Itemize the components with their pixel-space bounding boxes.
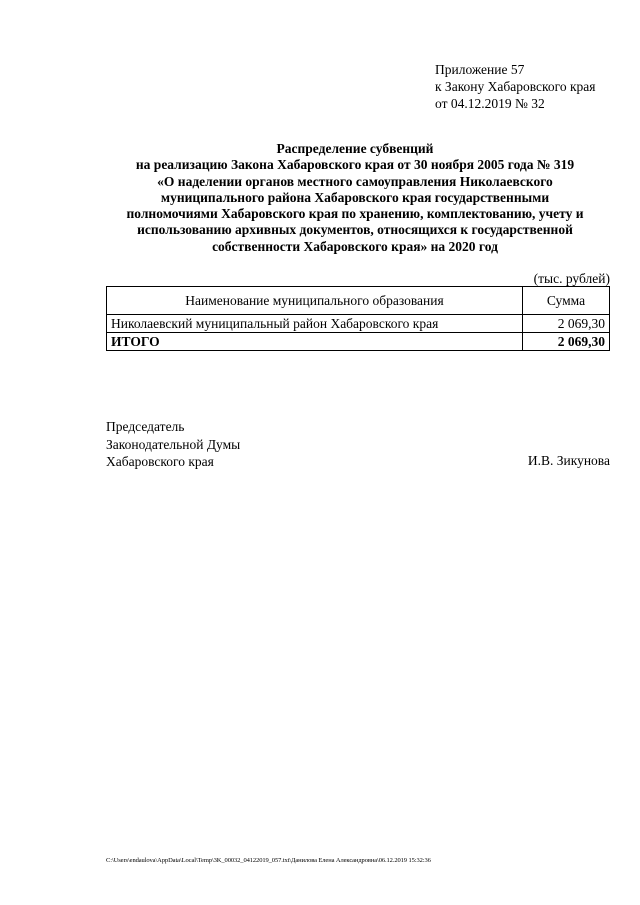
subsidy-table — [106, 286, 610, 351]
title-line: собственности Хабаровского края» на 2020 год — [212, 238, 498, 254]
table-row — [107, 315, 610, 333]
table-total-row — [107, 333, 610, 351]
units-label: (тыс. рублей) — [533, 271, 610, 286]
signature-body: Законодательной Думы — [106, 436, 241, 452]
header-municipality: Наименование муниципального образования — [107, 287, 523, 315]
row-sum: 2 069,30 — [523, 315, 610, 333]
title-line: муниципального района Хабаровского края государственными — [160, 189, 550, 205]
total-label: ИТОГО — [107, 333, 523, 351]
signature-region: Хабаровского края — [106, 454, 214, 469]
appendix-number: Приложение 57 — [435, 62, 525, 77]
title-line: полномочиями Хабаровского края по хранению, комплектованию, учету и — [126, 206, 584, 222]
total-sum: 2 069,30 — [523, 333, 610, 351]
appendix-header — [435, 61, 596, 112]
signature-position: Председатель — [106, 419, 185, 434]
document-title — [100, 141, 610, 255]
signature-block — [106, 418, 240, 471]
title-line: «О наделении органов местного самоуправления Николаевского — [157, 173, 553, 189]
title-line: Распределение субвенций — [276, 141, 434, 156]
title-line: использованию архивных документов, относящихся к государственной — [137, 222, 573, 238]
table-header-row — [107, 287, 610, 315]
signer-name: И.В. Зикунова — [527, 453, 610, 468]
file-path-footer: C:\Users\endaulova\AppData\Local\Temp\3K_00032_04122019_057.txt\Данилова Елена Александровна\06.12.2019 15:32:36 — [106, 857, 431, 864]
appendix-date: от 04.12.2019 № 32 — [435, 96, 545, 111]
row-municipality: Николаевский муниципальный район Хабаровского края — [107, 315, 523, 333]
appendix-law: к Закону Хабаровского края — [435, 79, 596, 94]
title-line: на реализацию Закона Хабаровского края от 30 ноября 2005 года № 319 — [135, 157, 575, 173]
header-sum: Сумма — [523, 287, 610, 315]
